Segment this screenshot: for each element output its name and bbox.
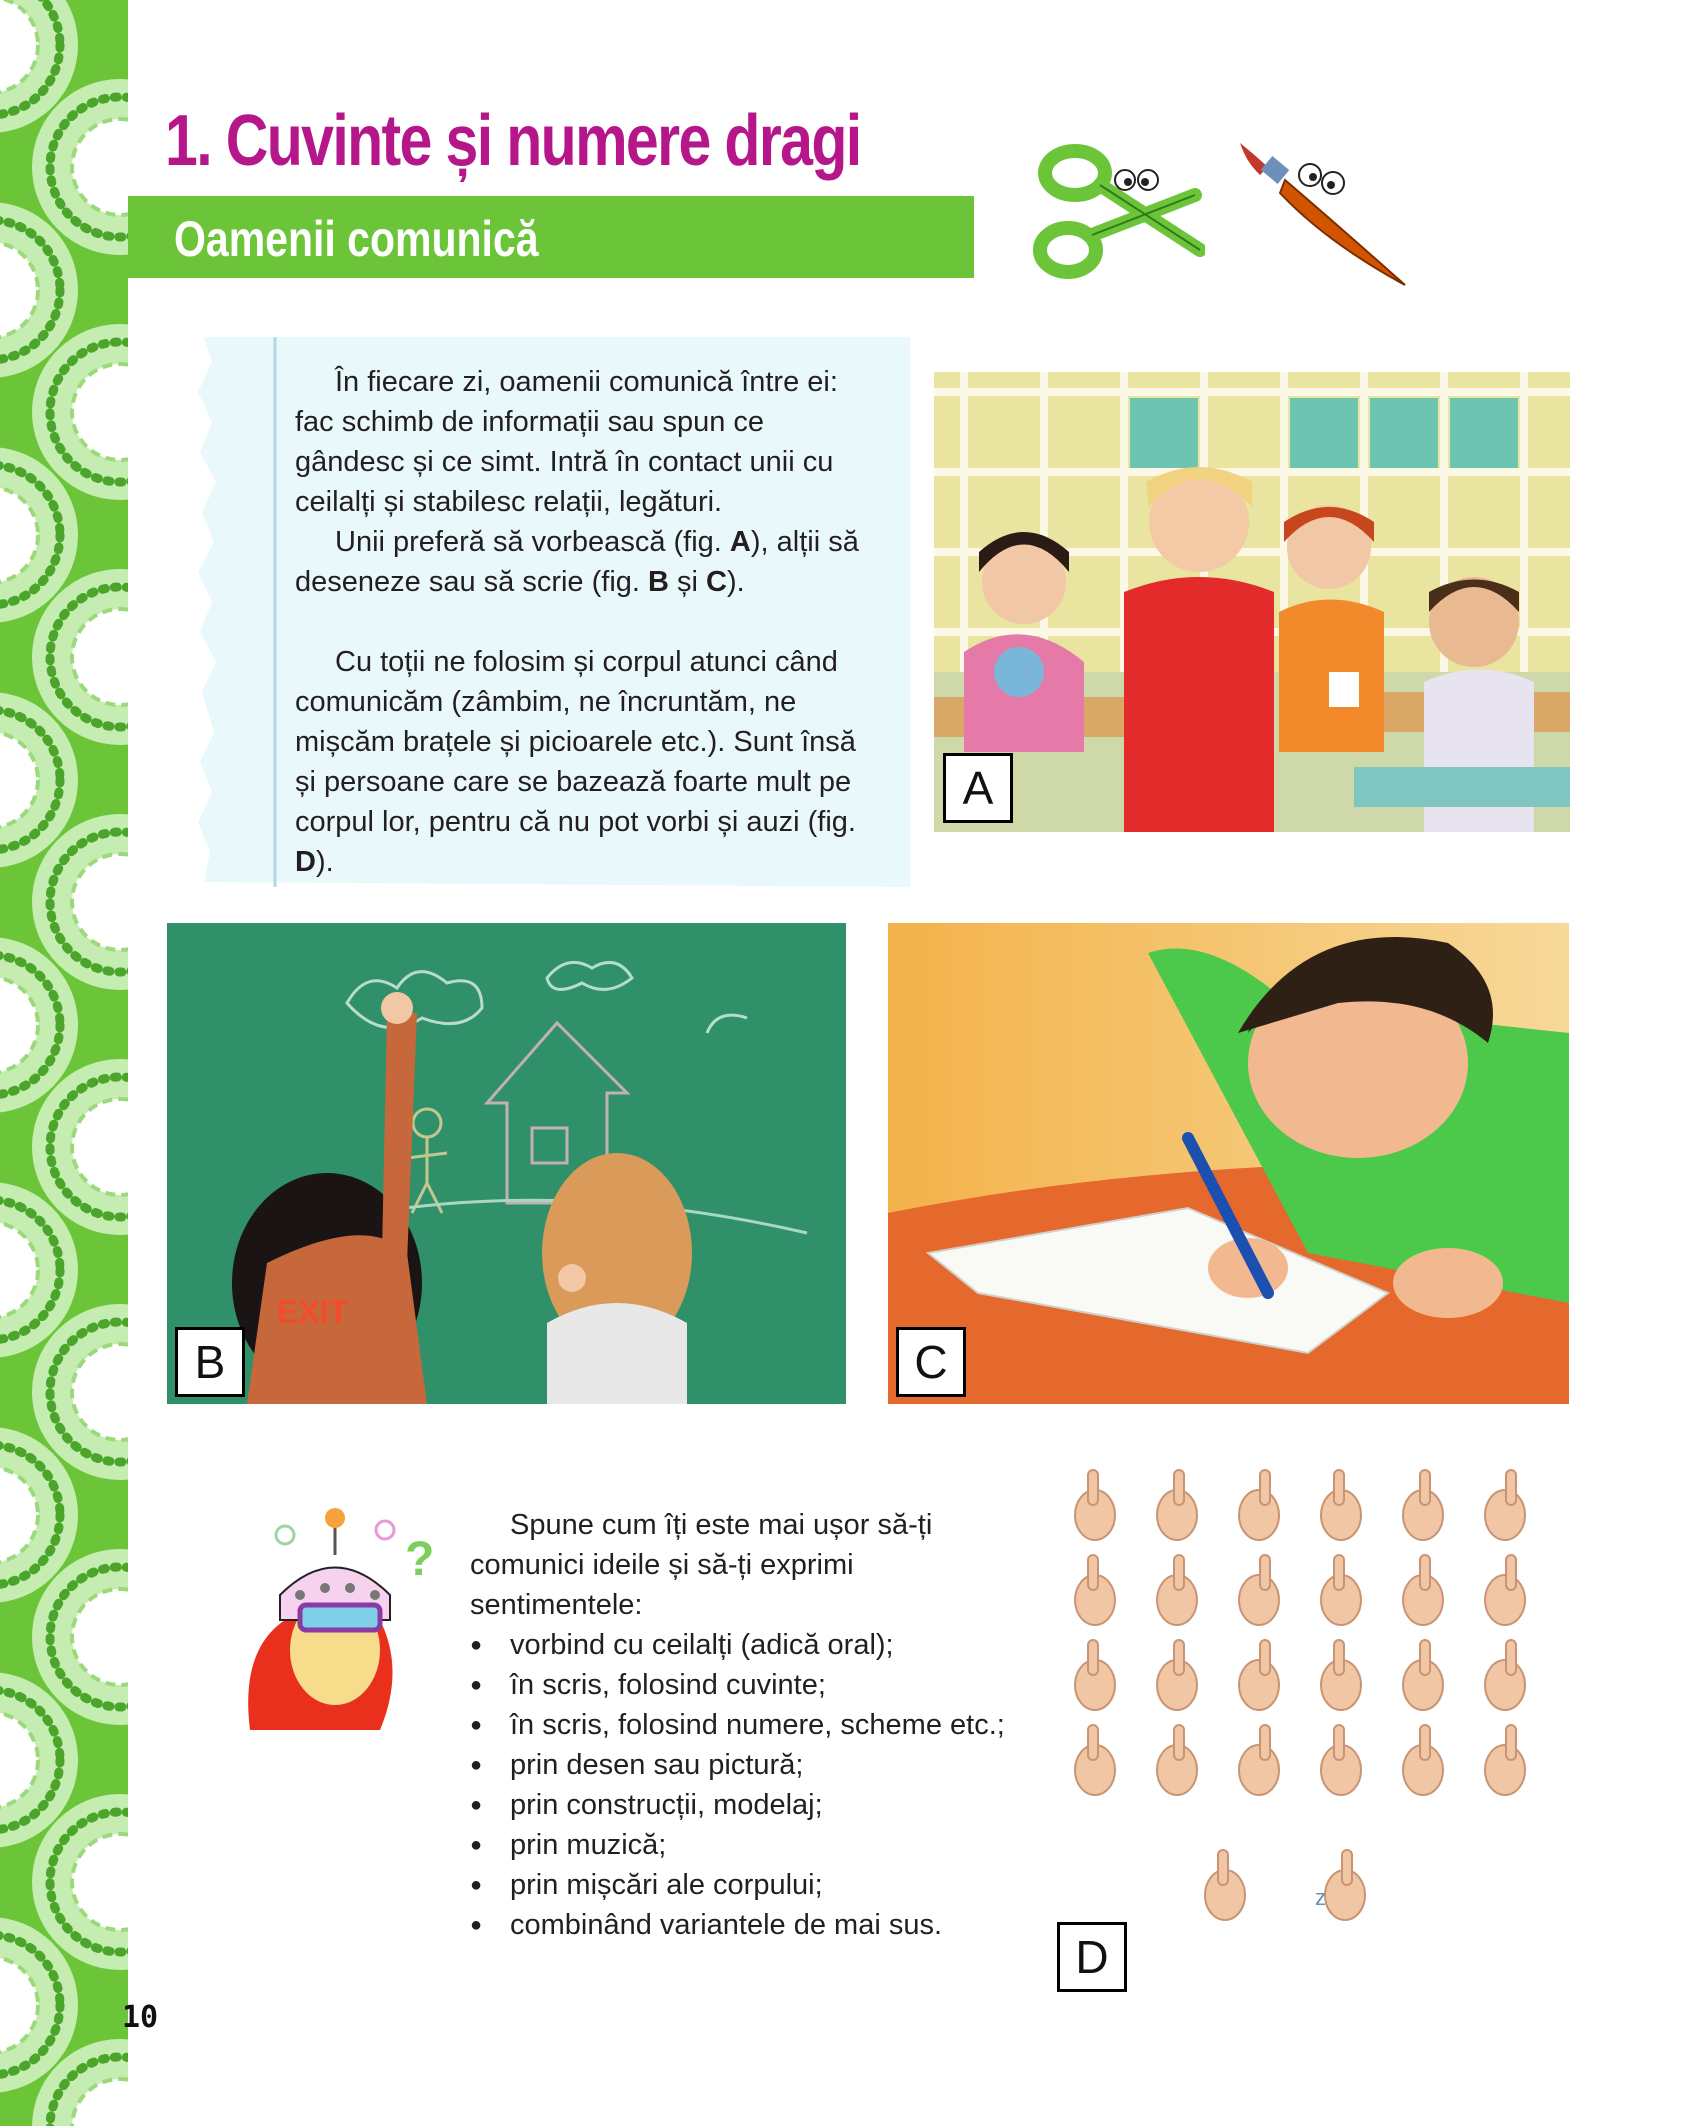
fig-ref-c: C <box>706 566 727 598</box>
hand-sign <box>1239 1555 1279 1625</box>
list-item: ● combinând variantele de mai sus. <box>470 1905 1030 1945</box>
intro-text <box>295 362 875 882</box>
intro-text-span: ). <box>726 566 745 598</box>
photo-boy-writing <box>888 923 1569 1404</box>
hand-sign <box>1321 1725 1361 1795</box>
fig-ref-d: D <box>295 846 316 878</box>
figure-label-c: C <box>896 1327 966 1397</box>
sign-alphabet-hands-icon <box>1050 1455 1550 1975</box>
figure-label-b: B <box>175 1327 245 1397</box>
page-title: 1. Cuvinte și numere dragi <box>165 101 861 181</box>
hand-sign <box>1075 1640 1115 1710</box>
list-item: ● în scris, folosind numere, scheme etc.; <box>470 1705 1030 1745</box>
intro-paragraph-1: În fiecare zi, oamenii comunică între ei: fac schimb de informații sau spun ce gândesc și ce simt. Intră în contact unii cu ceilalți și stabilesc relații, legături. <box>295 366 838 518</box>
hand-sign <box>1321 1470 1361 1540</box>
paintbrush-icon <box>1230 135 1410 290</box>
hand-sign <box>1239 1470 1279 1540</box>
hand-sign <box>1403 1470 1443 1540</box>
intro-text-span: Cu toții ne folosim și corpul atunci când comunicăm (zâmbim, ne încruntăm, ne mișcăm brațele și picioarele etc.). Sunt însă și persoane care se bazează foarte mult pe corpul lor, pentru că nu pot vorbi și auzi (fig. <box>295 646 856 838</box>
subtitle-bar <box>128 196 974 278</box>
hand-sign <box>1485 1555 1525 1625</box>
hand-sign <box>1157 1725 1197 1795</box>
photo-children-talking <box>934 372 1570 832</box>
photo-girls-drawing <box>167 923 846 1404</box>
hand-sign <box>1239 1725 1279 1795</box>
question-intro: Spune cum îți este mai ușor să-ți comunici ideile și să-ți exprimi sentimentele: <box>470 1509 933 1621</box>
hand-sign <box>1485 1640 1525 1710</box>
decorative-side-strip <box>0 0 128 2126</box>
scissors-icon <box>1030 135 1205 285</box>
hand-sign <box>1239 1640 1279 1710</box>
hand-sign <box>1075 1470 1115 1540</box>
list-item: ● prin desen sau pictură; <box>470 1745 1030 1785</box>
hand-sign <box>1075 1555 1115 1625</box>
list-item: ● prin mișcări ale corpului; <box>470 1865 1030 1905</box>
hand-sign <box>1321 1640 1361 1710</box>
hand-sign <box>1403 1640 1443 1710</box>
intro-text-span: ). <box>315 846 334 878</box>
fig-ref-b: B <box>648 566 669 598</box>
page-number: 10 <box>122 2000 159 2035</box>
fig-ref-a: A <box>729 526 751 558</box>
figure-label-a: A <box>943 753 1013 823</box>
hand-sign <box>1485 1470 1525 1540</box>
intro-text-span: și <box>668 566 707 598</box>
list-item: ● vorbind cu ceilalți (adică oral); <box>470 1625 1030 1665</box>
hand-sign <box>1157 1640 1197 1710</box>
options-list <box>470 1625 1030 1945</box>
hand-sign <box>1321 1555 1361 1625</box>
paragraph-gap <box>295 602 875 642</box>
question-block <box>470 1505 1030 1945</box>
svg-text:?: ? <box>405 1533 435 1586</box>
list-item: ● prin construcții, modelaj; <box>470 1785 1030 1825</box>
hand-sign <box>1403 1725 1443 1795</box>
list-item: ● prin muzică; <box>470 1825 1030 1865</box>
circle-pattern-icon <box>0 0 128 2126</box>
intro-paragraph-3 <box>295 642 875 882</box>
hand-sign <box>1325 1850 1365 1920</box>
intro-paragraph-2 <box>295 522 875 602</box>
thinking-girl-icon <box>230 1500 445 1735</box>
hand-sign <box>1157 1555 1197 1625</box>
hand-sign <box>1403 1555 1443 1625</box>
list-item: ● în scris, folosind cuvinte; <box>470 1665 1030 1705</box>
figure-label-d: D <box>1057 1922 1127 1992</box>
hand-sign <box>1485 1725 1525 1795</box>
intro-text-span: ), alții să deseneze sau să scrie (fig. <box>295 526 859 598</box>
section-subtitle: Oamenii comunică <box>174 211 539 267</box>
svg-text:z: z <box>1315 1885 1326 1910</box>
hand-sign <box>1157 1470 1197 1540</box>
hand-sign <box>1205 1850 1245 1920</box>
hand-sign <box>1075 1725 1115 1795</box>
shirt-text: EXIT <box>277 1294 349 1330</box>
intro-text-span: Unii preferă să vorbească (fig. <box>335 526 730 558</box>
